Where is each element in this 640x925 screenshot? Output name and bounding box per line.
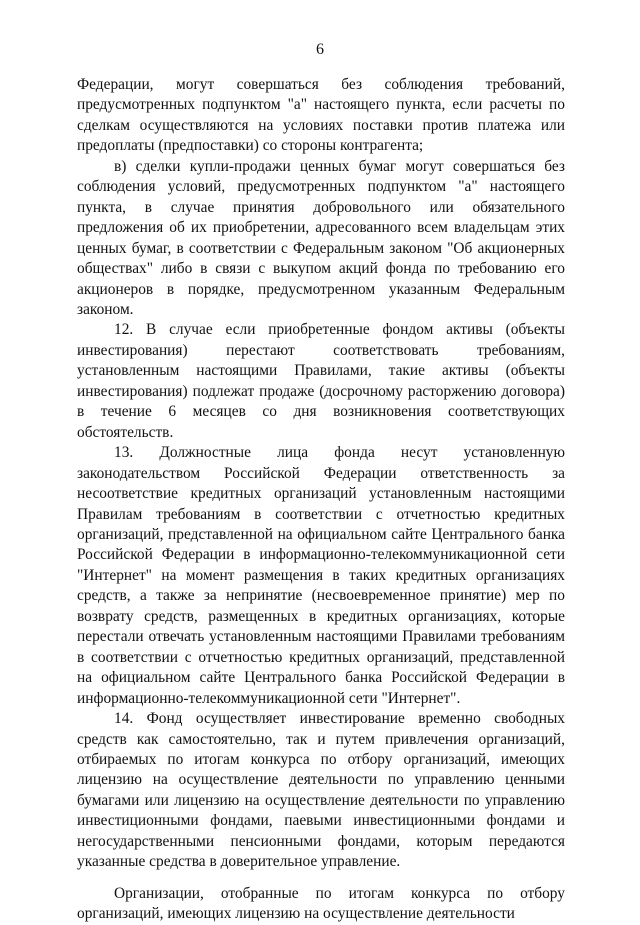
paragraph-organizations: Организации, отобранные по итогам конкурса по отбору организаций, имеющих лицензию на осуществление деятельности xyxy=(77,884,565,923)
paragraph-continuation: Федерации, могут совершаться без соблюдения требований, предусмотренных подпунктом "а" настоящего пункта, если расчеты по сделкам осуществляются на условиях поставки против платежа или предоплаты (предпоставки) со стороны контрагента; xyxy=(77,76,565,155)
page-number: 6 xyxy=(316,41,324,58)
document-body xyxy=(77,75,565,925)
paragraph-subitem-v: в) сделки купли-продажи ценных бумаг могут совершаться без соблюдения условий, предусмотренных подпунктом "а" настоящего пункта, в случае принятия добровольного или обязательного предложения об их приобретении, адресованного всем владельцам этих ценных бумаг, в соответствии с Федеральным законом "Об акционерных обществах" либо в связи с выкупом акций фонда по требованию его акционеров в порядке, предусмотренном указанным Федеральным законом. xyxy=(77,157,565,318)
paragraph-item-12: 12. В случае если приобретенные фондом активы (объекты инвестирования) перестают соответствовать требованиям, установленным настоящими Правилами, такие активы (объекты инвестирования) подлежат продаже (досрочному расторжению договора) в течение 6 месяцев со дня возникновения соответствующих обстоятельств. xyxy=(77,321,565,441)
paragraph-item-14: 14. Фонд осуществляет инвестирование временно свободных средств как самостоятельно, так и путем привлечения организаций, отбираемых по итогам конкурса по отбору организаций, имеющих лицензию на осуществление деятельности по управлению ценными бумагами или лицензию на осуществление деятельности по управлению инвестиционными фондами, паевыми инвестиционными фондами и негосударственными пенсионными фондами, которым передаются указанные средства в доверительное управление. xyxy=(77,710,565,871)
paragraph-item-13: 13. Должностные лица фонда несут установленную законодательством Российской Федерации ответственность за несоответствие кредитных организаций установленным настоящими Правилам требованиям в соответствии с отчетностью кредитных организаций, представленной на официальном сайте Центрального банка Российской Федерации в информационно-телекоммуникационной сети "Интернет" на момент размещения в таких кредитных организациях средств, а также за непринятие (несвоевременное принятие) мер по возврату средств, размещенных в кредитных организациях, которые перестали отвечать установленным настоящими Правилами требованиям в соответствии с отчетностью кредитных организаций, представленной на официальном сайте Центрального банка Российской Федерации в информационно-телекоммуникационной сети "Интернет". xyxy=(77,444,565,707)
